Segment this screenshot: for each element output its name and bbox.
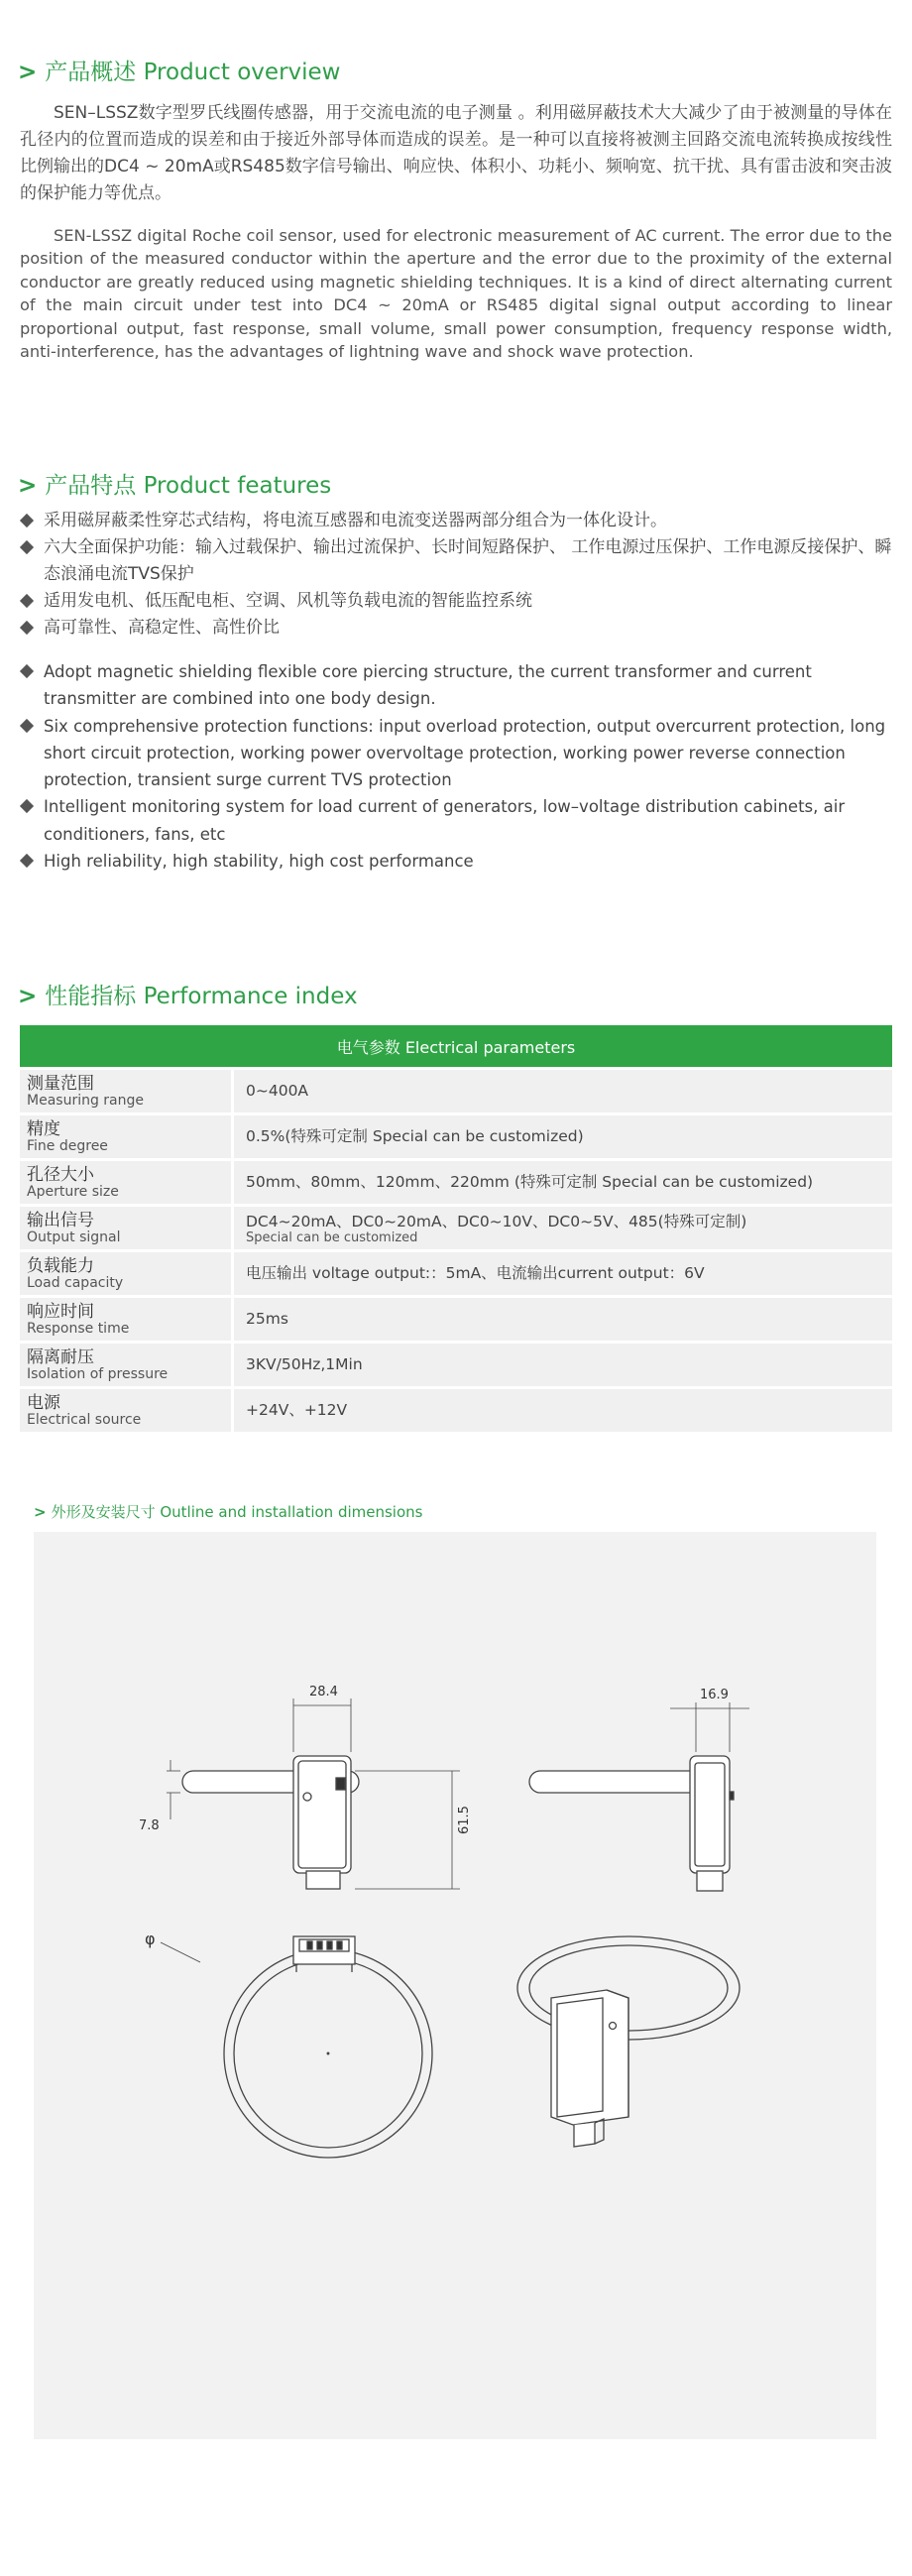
dimensions-drawing-panel bbox=[34, 1532, 876, 2439]
param-value-text: 0.5%(特殊可定制 Special can be customized) bbox=[246, 1127, 584, 1145]
list-item bbox=[20, 658, 892, 713]
param-label bbox=[20, 1160, 233, 1206]
performance-title-text: 性能指标 Performance index bbox=[45, 984, 358, 1009]
feature-en-text: High reliability, high stability, high cost performance bbox=[44, 852, 474, 872]
param-value bbox=[233, 1160, 893, 1206]
table-row bbox=[20, 1069, 892, 1114]
front-view bbox=[167, 1698, 460, 1889]
feature-zh-text: 六大全面保护功能：输入过载保护、输出过流保护、长时间短路保护、 工作电源过压保护、工作电源反接保护、瞬态浪涌电流TVS保护 bbox=[44, 537, 892, 584]
param-label bbox=[20, 1206, 233, 1251]
list-item bbox=[20, 615, 892, 642]
list-item bbox=[20, 793, 892, 848]
overview-title bbox=[18, 54, 340, 86]
list-item bbox=[20, 508, 892, 534]
param-value-text: DC4~20mA、DC0~20mA、DC0~10V、DC0~5V、485(特殊可定制) bbox=[246, 1212, 747, 1230]
param-label-zh: 精度 bbox=[27, 1118, 60, 1139]
side-view bbox=[529, 1702, 749, 1891]
diamond-bullet-icon bbox=[20, 514, 34, 527]
chevron-right-icon: > bbox=[34, 1503, 47, 1521]
dimensions-drawing bbox=[34, 1532, 876, 2439]
param-label bbox=[20, 1114, 233, 1160]
dim-hole-label: 7.8 bbox=[139, 1818, 160, 1833]
table-row bbox=[20, 1114, 892, 1160]
param-label-zh: 响应时间 bbox=[27, 1301, 94, 1322]
table-row bbox=[20, 1343, 892, 1388]
param-value bbox=[233, 1114, 893, 1160]
dim-width-label: 28.4 bbox=[309, 1685, 338, 1699]
feature-zh-text: 高可靠性、高稳定性、高性价比 bbox=[44, 618, 280, 638]
list-item bbox=[20, 534, 892, 588]
dim-depth-label: 16.9 bbox=[700, 1688, 729, 1702]
overview-en-paragraph: SEN-LSSZ digital Roche coil sensor, used for electronic measurement of AC current. The error due to the position of the measured conductor within the aperture and the error due to the proximity of the external conductor are greatly reduced using magnetic shielding techniques. It is a kind of direct alternating current of the main circuit under test into DC4 ~ 20mA or RS485 digital signal output according to linear proportional output, fast response, small volume, small power consumption, frequency response width, anti-interference, has the advantages of lightning wave and shock wave protection. bbox=[20, 226, 892, 362]
param-value bbox=[233, 1388, 893, 1434]
list-item bbox=[20, 588, 892, 615]
param-label bbox=[20, 1069, 233, 1114]
feature-zh-text: 采用磁屏蔽柔性穿芯式结构，将电流互感器和电流变送器两部分组合为一体化设计。 bbox=[44, 511, 667, 530]
param-value-subtext: Special can be customized bbox=[246, 1229, 418, 1245]
param-label bbox=[20, 1251, 233, 1297]
perspective-view bbox=[517, 1936, 740, 2147]
param-label-en: Aperture size bbox=[27, 1183, 119, 1200]
features-title bbox=[18, 467, 331, 500]
param-value-text: 0~400A bbox=[246, 1082, 309, 1100]
table-row bbox=[20, 1297, 892, 1343]
overview-title-text: 产品概述 Product overview bbox=[45, 59, 341, 85]
dim-diameter-label: φ bbox=[145, 1930, 156, 1948]
param-label-en: Isolation of pressure bbox=[27, 1365, 169, 1382]
feature-en-text: Intelligent monitoring system for load current of generators, low–voltage distribution cabinets, air conditioners, fans, etc bbox=[44, 797, 846, 844]
param-value-text: 25ms bbox=[246, 1310, 288, 1328]
parameters-table bbox=[20, 1025, 892, 1435]
param-label bbox=[20, 1343, 233, 1388]
param-label-en: Measuring range bbox=[27, 1092, 145, 1109]
diamond-bullet-icon bbox=[20, 621, 34, 635]
chevron-right-icon: > bbox=[18, 59, 38, 85]
diamond-bullet-icon bbox=[20, 594, 34, 608]
overview-zh-paragraph: SEN–LSSZ数字型罗氏线圈传感器，用于交流电流的电子测量 。利用磁屏蔽技术大大减少了由于被测量的导体在孔径内的位置而造成的误差和由于接近外部导体而造成的误差。是一种可以直接将被测主回路交流电流转换成按线性比例输出的DC4 ~ 20mA或RS485数字信号输出、响应快、体积小、功耗小、频响宽、抗干扰、具有雷击波和突击波的保护能力等优点。 bbox=[20, 103, 892, 203]
diamond-bullet-icon bbox=[20, 799, 34, 813]
diamond-bullet-icon bbox=[20, 719, 34, 733]
dimensions-title bbox=[34, 1501, 422, 1522]
param-value-text: 3KV/50Hz,1Min bbox=[246, 1355, 363, 1373]
table-row bbox=[20, 1206, 892, 1251]
param-value-text: 电压输出 voltage output:：5mA、电流输出current output：6V bbox=[246, 1264, 705, 1282]
list-item bbox=[20, 713, 892, 794]
dim-height-label: 61.5 bbox=[457, 1806, 472, 1834]
features-en-list bbox=[20, 658, 892, 875]
features-title-text: 产品特点 Product features bbox=[45, 473, 332, 499]
param-label-en: Electrical source bbox=[27, 1411, 142, 1428]
feature-zh-text: 适用发电机、低压配电柜、空调、风机等负载电流的智能监控系统 bbox=[44, 591, 532, 611]
chevron-right-icon: > bbox=[18, 984, 38, 1009]
dimensions-title-text: 外形及安装尺寸 Outline and installation dimensions bbox=[51, 1503, 423, 1521]
param-value-text: 50mm、80mm、120mm、220mm (特殊可定制 Special can be customized) bbox=[246, 1173, 814, 1191]
param-label-zh: 负载能力 bbox=[27, 1255, 94, 1276]
param-label-en: Output signal bbox=[27, 1229, 121, 1245]
feature-en-text: Adopt magnetic shielding flexible core piercing structure, the current transformer and current transmitter are combined into one body design. bbox=[44, 662, 812, 709]
param-label-en: Response time bbox=[27, 1320, 130, 1337]
param-value bbox=[233, 1069, 893, 1114]
param-value bbox=[233, 1206, 893, 1251]
param-value bbox=[233, 1251, 893, 1297]
chevron-right-icon: > bbox=[18, 473, 38, 499]
table-row bbox=[20, 1388, 892, 1434]
param-value bbox=[233, 1297, 893, 1343]
feature-en-text: Six comprehensive protection functions: input overload protection, output overcurrent protection, long short circuit protection, working power overvoltage protection, working power reverse connection protection, transient surge current TVS protection bbox=[44, 716, 886, 790]
param-label-zh: 测量范围 bbox=[27, 1073, 94, 1094]
diamond-bullet-icon bbox=[20, 664, 34, 678]
param-label-zh: 孔径大小 bbox=[27, 1164, 94, 1185]
param-value-text: +24V、+12V bbox=[246, 1401, 348, 1419]
diamond-bullet-icon bbox=[20, 854, 34, 868]
performance-title bbox=[18, 978, 358, 1010]
param-label-en: Fine degree bbox=[27, 1137, 108, 1154]
table-row bbox=[20, 1251, 892, 1297]
param-label-zh: 隔离耐压 bbox=[27, 1347, 94, 1367]
table-header: 电气参数 Electrical parameters bbox=[20, 1025, 892, 1069]
param-label bbox=[20, 1297, 233, 1343]
param-label-zh: 输出信号 bbox=[27, 1210, 94, 1230]
features-zh-list bbox=[20, 508, 892, 642]
param-label-zh: 电源 bbox=[27, 1392, 60, 1413]
diamond-bullet-icon bbox=[20, 540, 34, 554]
param-value bbox=[233, 1343, 893, 1388]
param-label-en: Load capacity bbox=[27, 1274, 124, 1291]
param-label bbox=[20, 1388, 233, 1434]
ring-top-view bbox=[161, 1936, 432, 2158]
table-row bbox=[20, 1160, 892, 1206]
list-item bbox=[20, 848, 892, 875]
